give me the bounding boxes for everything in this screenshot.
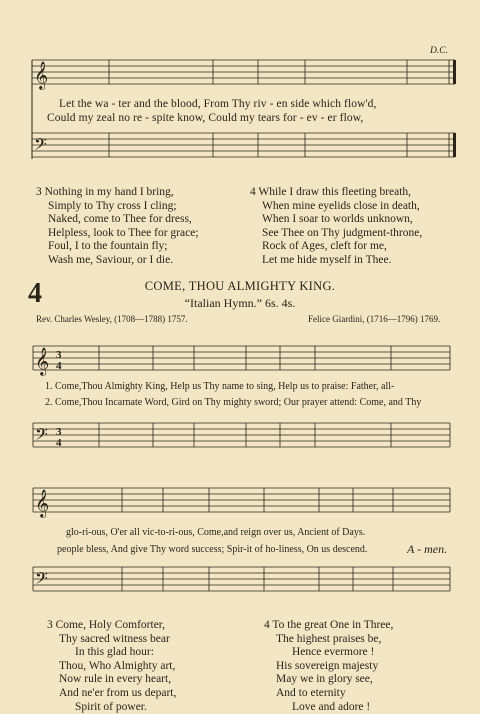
svg-text:𝄞: 𝄞 <box>35 347 50 375</box>
hymn-author: Rev. Charles Wesley, (1708—1788) 1757. <box>36 314 188 324</box>
verse-line: Helpless, look to Thee for grace; <box>48 226 199 239</box>
hymn-composer: Felice Giardini, (1716—1796) 1769. <box>308 314 441 324</box>
verse-line: Rock of Ages, cleft for me, <box>262 240 387 253</box>
verse-line: 3 Nothing in my hand I bring, <box>36 186 174 198</box>
svg-text:4: 4 <box>56 360 62 372</box>
verse-line: Simply to Thy cross I cling; <box>48 199 177 212</box>
da-capo-mark: D.C. <box>430 46 448 56</box>
svg-text:3: 3 <box>56 426 62 438</box>
verse-line: The highest praises be, <box>276 632 382 645</box>
verse-line: Let me hide myself in Thee. <box>262 253 392 266</box>
system2-treble-staff <box>0 478 480 528</box>
system1-bass-staff <box>0 413 480 463</box>
top-system-brace <box>0 58 40 178</box>
verse-line: Wash me, Saviour, or I die. <box>48 253 174 266</box>
system1-lyric-line-1: 1. Come,Thou Almighty King, Help us Thy name to sing, Help us to praise: Father, all- <box>45 381 395 392</box>
system1-treble-staff <box>0 336 480 386</box>
amen-text: A - men. <box>407 542 448 556</box>
system1-lyric-line-2: 2. Come,Thou Incarnate Word, Gird on Thy mighty sword; Our prayer attend: Come, and Thy <box>45 397 422 408</box>
bottom-verse-4 <box>264 619 393 714</box>
hymn-tune: “Italian Hymn.” 6s. 4s. <box>184 296 296 310</box>
verse-line: When I soar to worlds unknown, <box>262 213 413 226</box>
verse-line: When mine eyelids close in death, <box>262 199 420 212</box>
hymn-number: 4 <box>28 278 42 309</box>
verse-line: Foul, I to the fountain fly; <box>48 240 168 253</box>
svg-text:𝄢: 𝄢 <box>35 568 48 592</box>
verse-line: Love and adore ! <box>292 700 371 713</box>
svg-text:𝄢: 𝄢 <box>34 134 47 158</box>
verse-line: Thy sacred witness bear <box>59 632 170 645</box>
verse-line: Hence evermore ! <box>292 646 375 659</box>
verse-line: Spirit of power. <box>75 700 147 713</box>
verse-line: And ne'er from us depart, <box>59 686 177 699</box>
verse-line: And to eternity <box>276 686 346 699</box>
top-verse-3 <box>36 186 199 268</box>
verse-line: 3 Come, Holy Comforter, <box>47 619 166 631</box>
hymn-title: COME, THOU ALMIGHTY KING. <box>144 279 336 293</box>
svg-text:𝄢: 𝄢 <box>35 424 48 448</box>
svg-text:3: 3 <box>56 349 62 361</box>
top-lyric-line-1: Let the wa - ter and the blood, From Thy riv - en side which flow'd, <box>59 98 377 110</box>
top-verse-4 <box>250 186 422 268</box>
svg-text:4: 4 <box>56 437 62 449</box>
system2-lyric-line-1: glo-ri-ous, O'er all vic-to-ri-ous, Come,and reign over us, Ancient of Days. <box>66 527 366 538</box>
system2-bass-staff <box>0 557 480 607</box>
top-lyric-line-2: Could my zeal no re - spite know, Could my tears for - ev - er flow, <box>47 112 364 124</box>
verse-line: Now rule in every heart, <box>59 673 172 686</box>
verse-line: Naked, come to Thee for dress, <box>48 213 192 226</box>
verse-line: See Thee on Thy judgment-throne, <box>262 226 423 239</box>
svg-text:𝄞: 𝄞 <box>35 489 50 517</box>
svg-text:𝄞: 𝄞 <box>34 61 49 89</box>
bottom-verse-3 <box>47 619 176 714</box>
verse-line: 4 While I draw this fleeting breath, <box>250 186 412 198</box>
verse-line: His sovereign majesty <box>276 659 379 672</box>
verse-line: May we in glory see, <box>276 673 373 686</box>
top-bass-staff <box>0 123 480 183</box>
verse-line: In this glad hour: <box>75 646 154 659</box>
system2-lyric-line-2: people bless, And give Thy word success; Spir-it of ho-liness, On us descend. <box>57 544 368 555</box>
verse-line: Thou, Who Almighty art, <box>59 659 176 672</box>
verse-line: 4 To the great One in Three, <box>264 619 394 631</box>
